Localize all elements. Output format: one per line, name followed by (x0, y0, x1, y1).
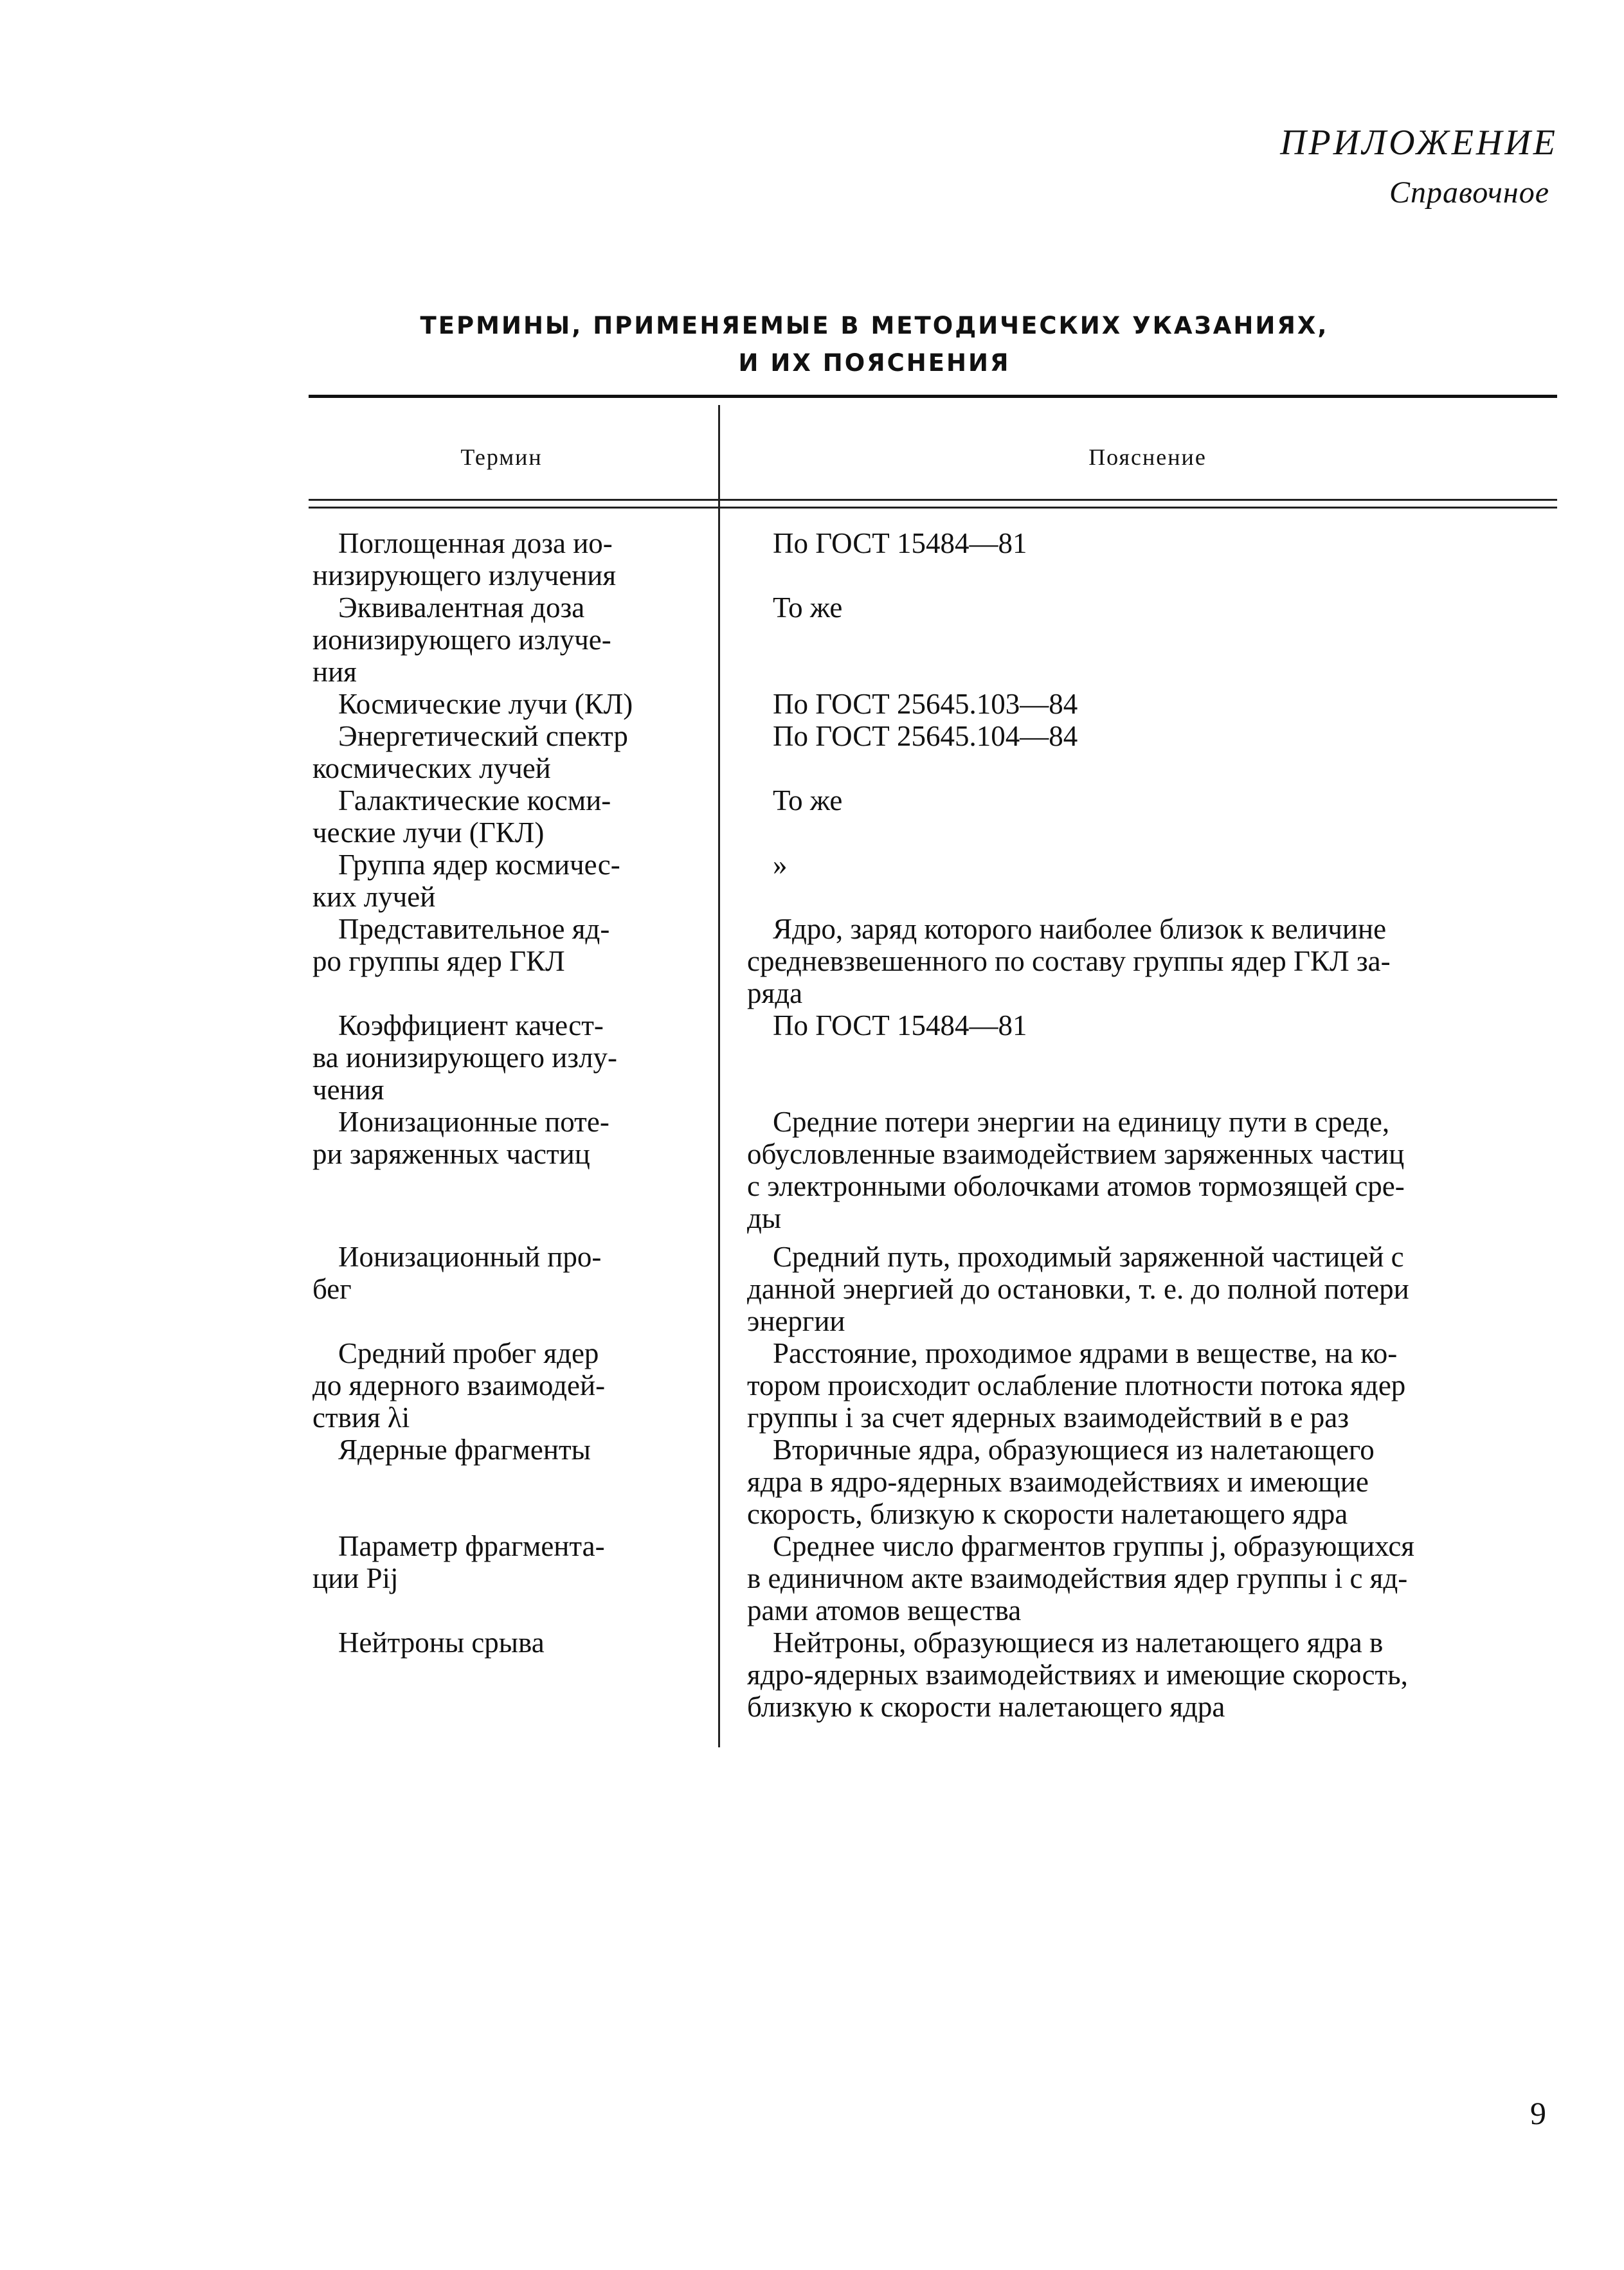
explanation-line: То же (773, 591, 843, 624)
annex-label: ПРИЛОЖЕНИЕ (1280, 123, 1558, 163)
explanation-line: рами атомов вещества (747, 1594, 1022, 1626)
explanation-cell (747, 1241, 1558, 1337)
explanation-cell (747, 688, 1558, 720)
explanation-line: ядро-ядерных взаимодействиях и имеющие скорость, (747, 1659, 1408, 1691)
column-divider (718, 405, 720, 1747)
term-line: Средний пробег ядер (338, 1337, 599, 1369)
explanation-line: с электронными оболочками атомов тормозящей сре- (747, 1170, 1405, 1202)
term-line: Энергетический спектр (338, 720, 628, 752)
explanation-line: » (773, 849, 788, 881)
explanation-line: По ГОСТ 15484—81 (773, 527, 1027, 559)
term-cell (312, 688, 693, 720)
term-line: Ионизационные поте- (338, 1106, 609, 1138)
term-line: Поглощенная доза ио- (338, 527, 613, 559)
table-top-rule (309, 395, 1557, 398)
explanation-cell (747, 849, 1558, 881)
explanation-cell (747, 913, 1558, 1009)
term-line: ва ионизирующего излу- (312, 1041, 618, 1074)
explanation-cell (747, 1530, 1558, 1626)
term-line: ции Pij (312, 1562, 399, 1594)
term-cell (312, 913, 693, 977)
explanation-line: По ГОСТ 15484—81 (773, 1009, 1027, 1041)
explanation-line: То же (773, 784, 843, 816)
term-line: Космические лучи (КЛ) (338, 688, 633, 720)
explanation-cell (747, 527, 1558, 559)
term-cell (312, 720, 693, 784)
term-line: ствия λi (312, 1401, 410, 1434)
column-header-term: Термин (460, 444, 543, 470)
document-title (309, 307, 1440, 382)
term-cell (312, 1434, 693, 1466)
term-cell (312, 527, 693, 591)
term-line: ро группы ядер ГКЛ (312, 945, 565, 977)
explanation-cell (747, 1434, 1558, 1530)
term-line: ческие лучи (ГКЛ) (312, 816, 545, 849)
explanation-line: Расстояние, проходимое ядрами в веществе, на ко- (773, 1337, 1398, 1369)
term-line: Коэффициент качест- (338, 1009, 604, 1041)
term-line: Галактические косми- (338, 784, 611, 816)
explanation-line: данной энергией до остановки, т. е. до полной потери (747, 1273, 1409, 1305)
term-line: Группа ядер космичес- (338, 849, 620, 881)
explanation-line: ды (747, 1202, 782, 1234)
term-line: ионизирующего излуче- (312, 624, 611, 656)
term-line: низирующего излучения (312, 559, 617, 591)
term-line: ри заряженных частиц (312, 1138, 590, 1170)
term-line: бег (312, 1273, 352, 1305)
term-line: Представительное яд- (338, 913, 610, 945)
explanation-line: Ядро, заряд которого наиболее близок к величине (773, 913, 1387, 945)
title-line-1: ТЕРМИНЫ, ПРИМЕНЯЕМЫЕ В МЕТОДИЧЕСКИХ УКАЗАНИЯХ, (420, 312, 1329, 339)
term-cell (312, 784, 693, 849)
term-cell (312, 849, 693, 913)
explanation-line: группы i за счет ядерных взаимодействий в e раз (747, 1401, 1349, 1434)
explanation-line: ядра в ядро-ядерных взаимодействиях и имеющие (747, 1466, 1369, 1498)
term-line: Ядерные фрагменты (338, 1434, 591, 1466)
term-cell (312, 1530, 693, 1594)
explanation-cell (747, 784, 1558, 816)
explanation-cell (747, 591, 1558, 624)
explanation-cell (747, 1337, 1558, 1434)
term-line: чения (312, 1074, 384, 1106)
explanation-line: Нейтроны, образующиеся из налетающего ядра в (773, 1626, 1384, 1659)
term-line: до ядерного взаимодей- (312, 1369, 606, 1401)
column-header-explanation: Пояснение (1088, 444, 1207, 470)
explanation-cell (747, 1626, 1558, 1723)
term-line: Эквивалентная доза (338, 591, 585, 624)
explanation-cell (747, 1009, 1558, 1041)
term-line: Нейтроны срыва (338, 1626, 545, 1659)
explanation-line: тором происходит ослабление плотности потока ядер (747, 1369, 1406, 1401)
term-cell (312, 1241, 693, 1305)
explanation-line: в единичном акте взаимодействия ядер группы i с яд- (747, 1562, 1408, 1594)
term-cell (312, 1337, 693, 1434)
term-cell (312, 591, 693, 688)
term-line: Ионизационный про- (338, 1241, 602, 1273)
page-number: 9 (1530, 2095, 1546, 2131)
term-cell (312, 1009, 693, 1106)
explanation-line: Среднее число фрагментов группы j, образующихся (773, 1530, 1414, 1562)
header-rule-2 (309, 507, 1557, 509)
explanation-cell (747, 720, 1558, 752)
explanation-line: обусловленные взаимодействием заряженных частиц (747, 1138, 1405, 1170)
term-line: Параметр фрагмента- (338, 1530, 605, 1562)
explanation-line: Средний путь, проходимый заряженной частицей с (773, 1241, 1404, 1273)
explanation-line: Вторичные ядра, образующиеся из налетающего (773, 1434, 1375, 1466)
explanation-line: средневзвешенного по составу группы ядер ГКЛ за- (747, 945, 1391, 977)
term-line: космических лучей (312, 752, 551, 784)
term-cell (312, 1626, 693, 1659)
term-line: ния (312, 656, 357, 688)
explanation-line: энергии (747, 1305, 845, 1337)
title-line-2: И ИХ ПОЯСНЕНИЯ (738, 349, 1011, 377)
explanation-line: близкую к скорости налетающего ядра (747, 1691, 1225, 1723)
explanation-line: По ГОСТ 25645.104—84 (773, 720, 1078, 752)
explanation-line: По ГОСТ 25645.103—84 (773, 688, 1078, 720)
annex-type: Справочное (1389, 176, 1549, 210)
explanation-line: Средние потери энергии на единицу пути в среде, (773, 1106, 1390, 1138)
term-cell (312, 1106, 693, 1170)
explanation-line: ряда (747, 977, 803, 1009)
header-rule-1 (309, 499, 1557, 501)
explanation-cell (747, 1106, 1558, 1234)
term-line: ких лучей (312, 881, 436, 913)
explanation-line: скорость, близкую к скорости налетающего ядра (747, 1498, 1348, 1530)
